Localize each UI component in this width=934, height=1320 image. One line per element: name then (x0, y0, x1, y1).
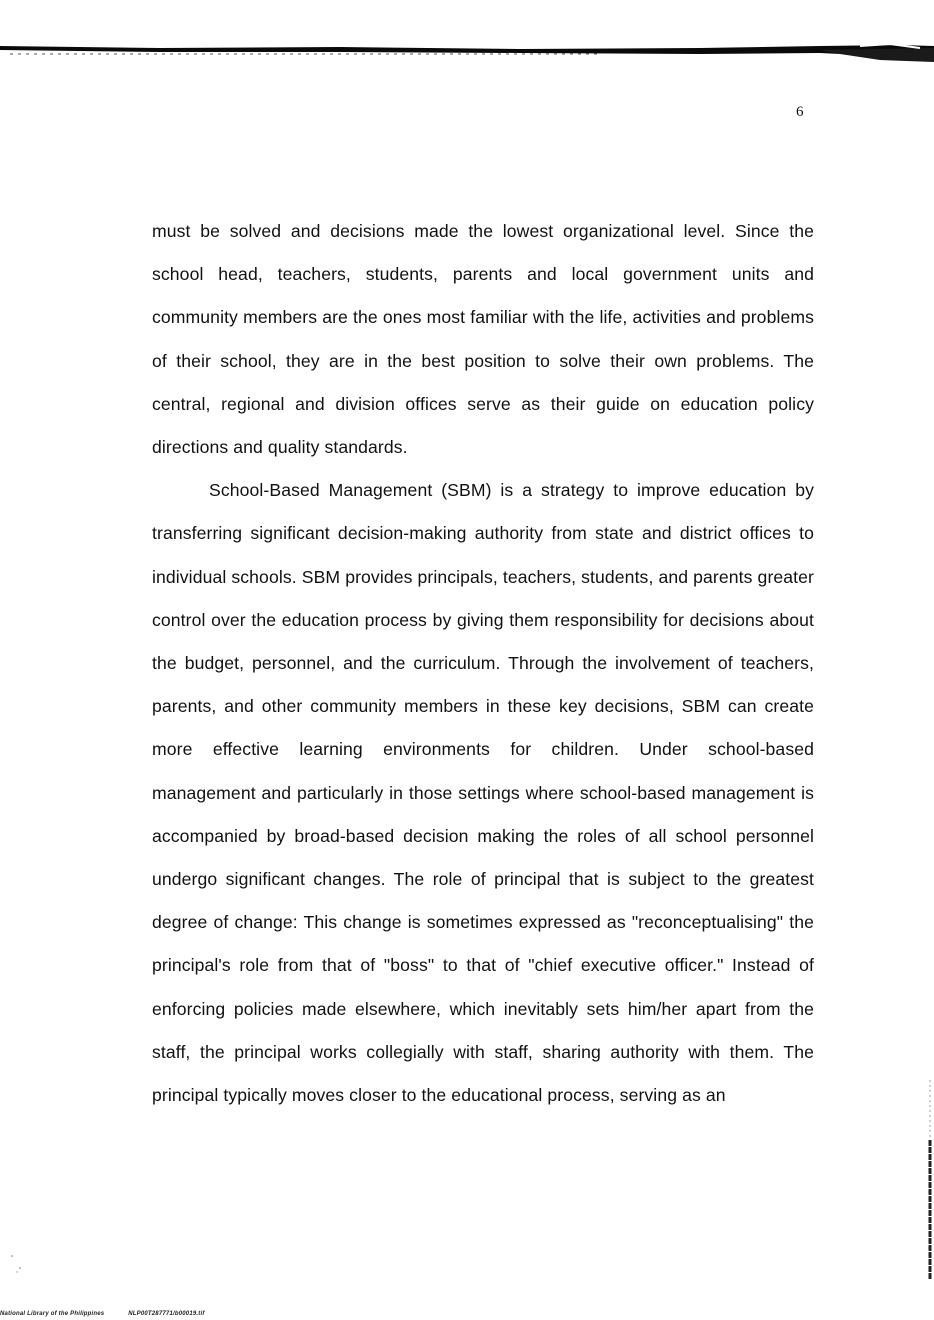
body-text (152, 210, 814, 1117)
scan-footer (0, 1311, 205, 1317)
paragraph-sbm: School-Based Management (SBM) is a strategy to improve education by transferring significant decision-making authority from state and district offices to individual schools. SBM provides principals, teachers, students, and parents greater control over the education process by giving them responsibility for decisions about the budget, personnel, and the curriculum. Through the involvement of teachers, parents, and other community members in these key decisions, SBM can create more effective learning environments for children. Under school-based management and particularly in those settings where school-based management is accompanied by broad-based decision making the roles of all school personnel undergo significant changes. The role of principal that is subject to the greatest degree of change: This change is sometimes expressed as "reconceptualising" the principal's role from that of "boss" to that of "chief executive officer." Instead of enforcing policies made elsewhere, which inevitably sets him/her apart from the staff, the principal works collegially with staff, sharing authority with them. The principal typically moves closer to the educational process, serving as an (152, 480, 814, 1106)
footer-library: National Library of the Philippines (0, 1311, 105, 1317)
paragraph-continuation: must be solved and decisions made the lowest organizational level. Since the school head, teachers, students, parents and local government units and community members are the ones most familiar with the life, activities and problems of their school, they are in the best position to solve their own problems. The central, regional and division offices serve as their guide on education policy directions and quality standards. (152, 221, 814, 458)
scan-right-edge-mark (926, 1080, 934, 1280)
footer-file-code: NLP00T287771/b00019.tif (128, 1311, 205, 1317)
page-number: 6 (796, 104, 804, 120)
scan-top-edge-mark (0, 42, 934, 66)
scan-speckle-mark (8, 1250, 28, 1280)
